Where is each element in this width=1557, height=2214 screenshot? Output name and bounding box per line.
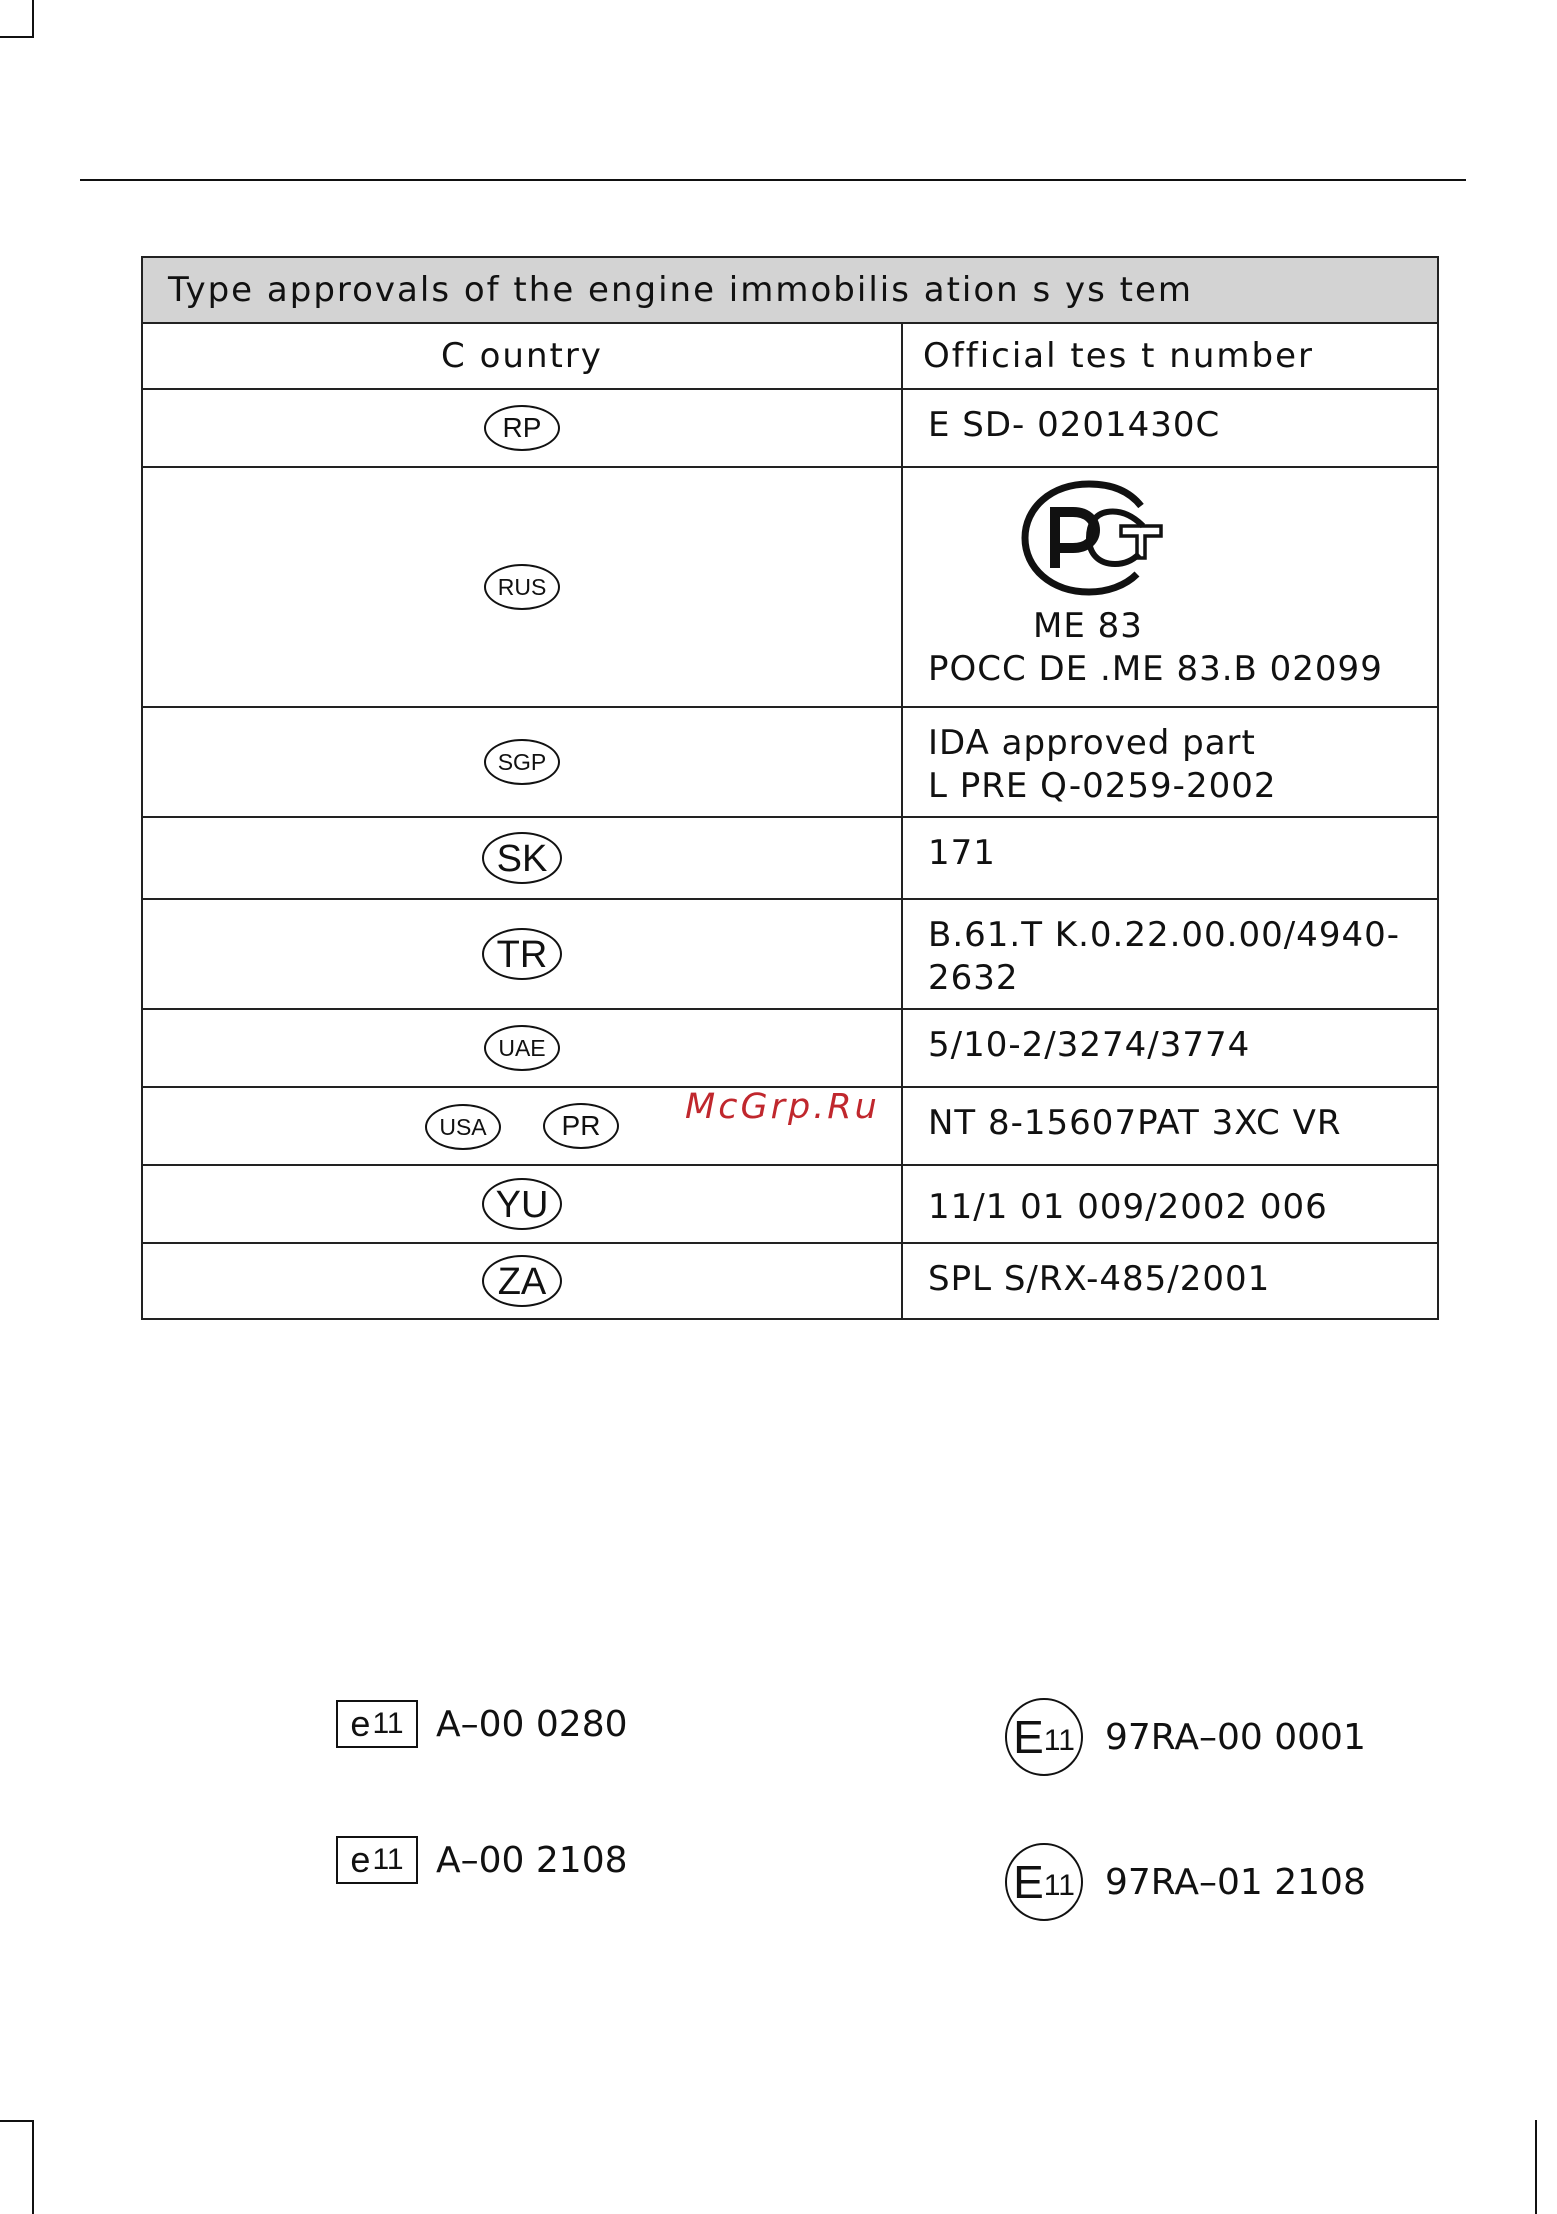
test-number-cell: [902, 707, 1438, 817]
country-code-badge: USA: [425, 1104, 501, 1150]
approval-number: 97RA–01 2108: [1105, 1861, 1366, 1903]
crop-mark-bottom-left: [0, 2120, 34, 2122]
table-row: [142, 817, 1438, 899]
country-cell: [142, 899, 902, 1009]
column-header-official-test-number: Official tes t number: [902, 323, 1438, 389]
watermark: McGrp.Ru: [685, 1087, 880, 1127]
approval-number: 97RA–00 0001: [1105, 1716, 1366, 1758]
e-circle-mark-icon: E 11: [1005, 1843, 1083, 1921]
table-row: [142, 1243, 1438, 1319]
table-row: [142, 467, 1438, 707]
country-code-badge: YU: [482, 1178, 562, 1230]
header-rule: [80, 179, 1466, 181]
test-number-cell: [902, 389, 1438, 467]
approval-number: A–00 2108: [436, 1839, 628, 1881]
test-number-line: 2632: [928, 958, 1019, 998]
table-row: [142, 899, 1438, 1009]
test-number-cell: [902, 1009, 1438, 1087]
country-cell: [142, 1165, 902, 1243]
country-code-badge: PR: [543, 1103, 619, 1149]
test-number: 5/10-2/3274/3774: [928, 1025, 1251, 1065]
gost-code: ME 83: [1033, 606, 1143, 646]
test-number: E SD- 0201430C: [928, 405, 1221, 445]
table-row: [142, 1165, 1438, 1243]
approval-mark: [1005, 1843, 1366, 1921]
e-circle-mark-icon: E 11: [1005, 1698, 1083, 1776]
table-row: [142, 1009, 1438, 1087]
country-cell: [142, 1009, 902, 1087]
test-number: SPL S/RX-485/2001: [928, 1259, 1271, 1299]
test-number: 11/1 01 009/2002 006: [928, 1187, 1328, 1227]
test-number-line: B.61.T K.0.22.00.00/4940-: [928, 915, 1400, 955]
country-cell: [142, 1243, 902, 1319]
test-number-cell: [902, 899, 1438, 1009]
column-header-country: C ountry: [142, 323, 902, 389]
crop-mark-top-left: [0, 36, 34, 38]
country-code-badge: SK: [482, 832, 562, 884]
e-mark-icon: e 11: [336, 1836, 418, 1884]
gost-icon: [1003, 478, 1425, 609]
country-cell: [142, 817, 902, 899]
country-code-badge: RP: [484, 405, 560, 451]
test-number-cell: [902, 1165, 1438, 1243]
type-approvals-table: [141, 256, 1439, 1320]
country-code-badge: RUS: [484, 564, 560, 610]
country-code-badge: UAE: [484, 1025, 560, 1071]
crop-mark-bottom-left-v: [32, 2120, 34, 2214]
crop-mark-bottom-right-v: [1535, 2120, 1537, 2214]
test-number-cell: [902, 817, 1438, 899]
e-mark-icon: e 11: [336, 1700, 418, 1748]
table-row: [142, 389, 1438, 467]
approval-mark: [1005, 1698, 1366, 1776]
test-number-line: IDA approved part: [928, 723, 1256, 763]
country-code-badge: SGP: [484, 739, 560, 785]
test-number-cell: [902, 1243, 1438, 1319]
approval-mark: [336, 1836, 628, 1884]
test-number: POCC DE .ME 83.B 02099: [928, 649, 1383, 689]
test-number-cell: [902, 467, 1438, 707]
test-number-line: L PRE Q-0259-2002: [928, 766, 1277, 806]
table-title: Type approvals of the engine immobilis ation s ys tem: [142, 257, 1438, 323]
country-cell: [142, 389, 902, 467]
test-number: NT 8-15607PAT 3XC VR: [928, 1103, 1342, 1143]
country-code-badge: ZA: [482, 1255, 562, 1307]
country-cell: [142, 467, 902, 707]
table-row: [142, 707, 1438, 817]
approval-number: A–00 0280: [436, 1703, 628, 1745]
approval-mark: [336, 1700, 628, 1748]
test-number-cell: [902, 1087, 1438, 1165]
crop-mark-top-left-v: [32, 0, 34, 38]
country-code-badge: TR: [482, 928, 562, 980]
country-cell: [142, 707, 902, 817]
test-number: 171: [928, 833, 996, 873]
